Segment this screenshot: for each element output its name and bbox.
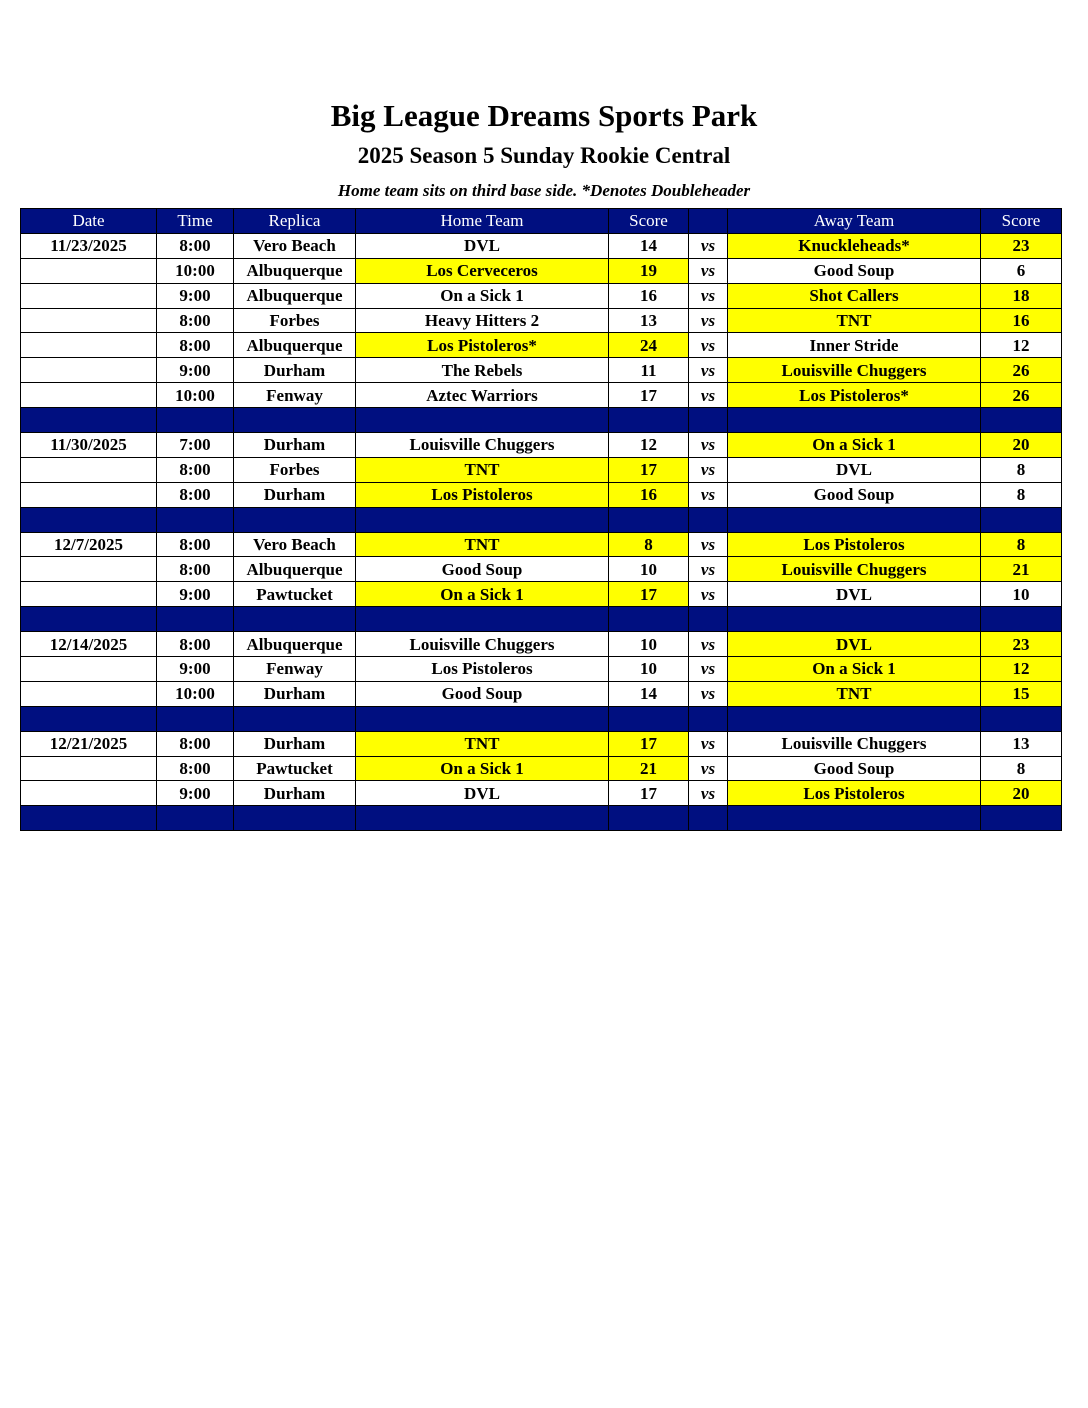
away-team-cell: Los Pistoleros* [728, 383, 981, 408]
game-row [21, 457, 1062, 482]
date-cell [21, 756, 157, 781]
column-header-away-team: Away Team [728, 209, 981, 234]
separator-cell [728, 706, 981, 731]
time-cell: 9:00 [157, 358, 234, 383]
separator-row [21, 507, 1062, 532]
separator-cell [689, 507, 728, 532]
separator-cell [21, 408, 157, 433]
time-cell: 10:00 [157, 383, 234, 408]
away-score-cell: 26 [981, 358, 1062, 383]
date-cell [21, 681, 157, 706]
vs-label: vs [689, 781, 728, 806]
replica-cell: Forbes [234, 308, 356, 333]
home-team-cell: Los Pistoleros* [356, 333, 609, 358]
home-team-cell: Heavy Hitters 2 [356, 308, 609, 333]
replica-cell: Fenway [234, 383, 356, 408]
time-cell: 8:00 [157, 557, 234, 582]
home-score-cell: 14 [609, 681, 689, 706]
time-cell: 10:00 [157, 258, 234, 283]
away-score-cell: 8 [981, 756, 1062, 781]
time-cell: 8:00 [157, 532, 234, 557]
replica-cell: Albuquerque [234, 632, 356, 657]
home-team-cell: TNT [356, 457, 609, 482]
home-team-cell: TNT [356, 731, 609, 756]
away-score-cell: 21 [981, 557, 1062, 582]
date-cell [21, 781, 157, 806]
away-team-cell: Good Soup [728, 756, 981, 781]
separator-row [21, 408, 1062, 433]
game-row [21, 283, 1062, 308]
home-team-cell: Louisville Chuggers [356, 433, 609, 458]
vs-label: vs [689, 657, 728, 682]
game-row [21, 582, 1062, 607]
away-score-cell: 8 [981, 482, 1062, 507]
time-cell: 8:00 [157, 333, 234, 358]
time-cell: 8:00 [157, 482, 234, 507]
home-team-cell: The Rebels [356, 358, 609, 383]
game-row [21, 433, 1062, 458]
date-cell [21, 333, 157, 358]
vs-label: vs [689, 433, 728, 458]
date-cell [21, 308, 157, 333]
away-score-cell: 15 [981, 681, 1062, 706]
home-team-cell: On a Sick 1 [356, 756, 609, 781]
game-row [21, 681, 1062, 706]
game-row [21, 308, 1062, 333]
date-cell: 12/14/2025 [21, 632, 157, 657]
vs-label: vs [689, 756, 728, 781]
separator-cell [356, 507, 609, 532]
separator-cell [981, 706, 1062, 731]
time-cell: 9:00 [157, 283, 234, 308]
home-score-cell: 14 [609, 233, 689, 258]
time-cell: 9:00 [157, 657, 234, 682]
game-row [21, 557, 1062, 582]
home-score-cell: 17 [609, 457, 689, 482]
away-team-cell: Los Pistoleros [728, 781, 981, 806]
home-score-cell: 16 [609, 482, 689, 507]
away-team-cell: DVL [728, 457, 981, 482]
time-cell: 10:00 [157, 681, 234, 706]
separator-cell [981, 507, 1062, 532]
separator-cell [157, 408, 234, 433]
separator-cell [728, 806, 981, 831]
date-cell [21, 582, 157, 607]
replica-cell: Albuquerque [234, 333, 356, 358]
away-score-cell: 8 [981, 457, 1062, 482]
date-cell: 12/21/2025 [21, 731, 157, 756]
away-team-cell: Good Soup [728, 258, 981, 283]
vs-label: vs [689, 482, 728, 507]
separator-cell [21, 806, 157, 831]
vs-label: vs [689, 582, 728, 607]
column-header-away-score: Score [981, 209, 1062, 234]
home-team-cell: TNT [356, 532, 609, 557]
away-score-cell: 12 [981, 333, 1062, 358]
replica-cell: Durham [234, 781, 356, 806]
separator-cell [609, 706, 689, 731]
date-cell [21, 482, 157, 507]
page-title: Big League Dreams Sports Park [330, 98, 758, 133]
separator-cell [981, 408, 1062, 433]
away-score-cell: 26 [981, 383, 1062, 408]
away-score-cell: 6 [981, 258, 1062, 283]
home-score-cell: 17 [609, 383, 689, 408]
away-score-cell: 20 [981, 433, 1062, 458]
away-team-cell: On a Sick 1 [728, 433, 981, 458]
vs-label: vs [689, 333, 728, 358]
home-team-cell: On a Sick 1 [356, 283, 609, 308]
replica-cell: Pawtucket [234, 582, 356, 607]
separator-row [21, 706, 1062, 731]
replica-cell: Fenway [234, 657, 356, 682]
replica-cell: Vero Beach [234, 532, 356, 557]
replica-cell: Pawtucket [234, 756, 356, 781]
home-score-cell: 17 [609, 781, 689, 806]
replica-cell: Albuquerque [234, 283, 356, 308]
separator-cell [356, 706, 609, 731]
away-team-cell: TNT [728, 681, 981, 706]
replica-cell: Albuquerque [234, 557, 356, 582]
time-cell: 8:00 [157, 731, 234, 756]
game-row [21, 532, 1062, 557]
separator-cell [234, 706, 356, 731]
date-cell [21, 283, 157, 308]
home-score-cell: 10 [609, 557, 689, 582]
column-header-date: Date [21, 209, 157, 234]
separator-cell [609, 507, 689, 532]
vs-label: vs [689, 457, 728, 482]
game-row [21, 383, 1062, 408]
date-cell [21, 557, 157, 582]
date-cell [21, 358, 157, 383]
page-note: Home team sits on third base side. *Denotes Doubleheader [337, 181, 751, 200]
away-team-cell: Good Soup [728, 482, 981, 507]
separator-row [21, 806, 1062, 831]
separator-cell [609, 607, 689, 632]
date-cell [21, 383, 157, 408]
away-score-cell: 12 [981, 657, 1062, 682]
replica-cell: Forbes [234, 457, 356, 482]
home-score-cell: 19 [609, 258, 689, 283]
home-team-cell: DVL [356, 233, 609, 258]
home-team-cell: Good Soup [356, 557, 609, 582]
date-cell: 12/7/2025 [21, 532, 157, 557]
vs-label: vs [689, 383, 728, 408]
date-cell [21, 457, 157, 482]
separator-cell [981, 806, 1062, 831]
replica-cell: Durham [234, 681, 356, 706]
date-cell: 11/30/2025 [21, 433, 157, 458]
header-row [21, 209, 1062, 234]
away-team-cell: Inner Stride [728, 333, 981, 358]
replica-cell: Durham [234, 358, 356, 383]
vs-label: vs [689, 258, 728, 283]
home-team-cell: Aztec Warriors [356, 383, 609, 408]
replica-cell: Albuquerque [234, 258, 356, 283]
home-score-cell: 10 [609, 657, 689, 682]
away-team-cell: Los Pistoleros [728, 532, 981, 557]
away-score-cell: 8 [981, 532, 1062, 557]
separator-cell [157, 806, 234, 831]
home-score-cell: 24 [609, 333, 689, 358]
away-team-cell: DVL [728, 632, 981, 657]
home-score-cell: 11 [609, 358, 689, 383]
separator-cell [356, 806, 609, 831]
away-score-cell: 23 [981, 632, 1062, 657]
home-score-cell: 8 [609, 532, 689, 557]
vs-label: vs [689, 308, 728, 333]
date-cell: 11/23/2025 [21, 233, 157, 258]
time-cell: 8:00 [157, 756, 234, 781]
separator-cell [689, 607, 728, 632]
separator-cell [157, 507, 234, 532]
column-header-vs [689, 209, 728, 234]
time-cell: 9:00 [157, 582, 234, 607]
schedule-body [21, 233, 1062, 830]
home-score-cell: 13 [609, 308, 689, 333]
time-cell: 8:00 [157, 457, 234, 482]
replica-cell: Durham [234, 433, 356, 458]
away-team-cell: Louisville Chuggers [728, 731, 981, 756]
game-row [21, 333, 1062, 358]
away-score-cell: 20 [981, 781, 1062, 806]
away-team-cell: DVL [728, 582, 981, 607]
separator-cell [234, 507, 356, 532]
separator-cell [356, 607, 609, 632]
separator-cell [21, 706, 157, 731]
separator-cell [234, 806, 356, 831]
away-team-cell: Shot Callers [728, 283, 981, 308]
separator-cell [356, 408, 609, 433]
vs-label: vs [689, 532, 728, 557]
date-cell [21, 258, 157, 283]
separator-cell [21, 607, 157, 632]
away-score-cell: 16 [981, 308, 1062, 333]
vs-label: vs [689, 681, 728, 706]
away-score-cell: 13 [981, 731, 1062, 756]
home-team-cell: Louisville Chuggers [356, 632, 609, 657]
home-team-cell: Good Soup [356, 681, 609, 706]
separator-cell [689, 806, 728, 831]
separator-cell [728, 507, 981, 532]
home-team-cell: DVL [356, 781, 609, 806]
vs-label: vs [689, 358, 728, 383]
separator-row [21, 607, 1062, 632]
separator-cell [234, 607, 356, 632]
time-cell: 8:00 [157, 632, 234, 657]
schedule-table [20, 208, 1062, 831]
separator-cell [21, 507, 157, 532]
away-team-cell: On a Sick 1 [728, 657, 981, 682]
date-cell [21, 657, 157, 682]
away-team-cell: TNT [728, 308, 981, 333]
column-header-time: Time [157, 209, 234, 234]
vs-label: vs [689, 632, 728, 657]
home-score-cell: 21 [609, 756, 689, 781]
home-score-cell: 12 [609, 433, 689, 458]
time-cell: 9:00 [157, 781, 234, 806]
time-cell: 8:00 [157, 233, 234, 258]
home-team-cell: On a Sick 1 [356, 582, 609, 607]
time-cell: 7:00 [157, 433, 234, 458]
replica-cell: Durham [234, 731, 356, 756]
away-team-cell: Louisville Chuggers [728, 557, 981, 582]
separator-cell [157, 607, 234, 632]
game-row [21, 233, 1062, 258]
column-header-replica: Replica [234, 209, 356, 234]
column-header-home-team: Home Team [356, 209, 609, 234]
home-score-cell: 16 [609, 283, 689, 308]
column-header-home-score: Score [609, 209, 689, 234]
home-score-cell: 17 [609, 582, 689, 607]
away-score-cell: 10 [981, 582, 1062, 607]
game-row [21, 781, 1062, 806]
game-row [21, 731, 1062, 756]
separator-cell [234, 408, 356, 433]
vs-label: vs [689, 283, 728, 308]
replica-cell: Vero Beach [234, 233, 356, 258]
home-score-cell: 17 [609, 731, 689, 756]
game-row [21, 756, 1062, 781]
separator-cell [728, 408, 981, 433]
vs-label: vs [689, 233, 728, 258]
game-row [21, 657, 1062, 682]
replica-cell: Durham [234, 482, 356, 507]
home-team-cell: Los Pistoleros [356, 482, 609, 507]
vs-label: vs [689, 557, 728, 582]
home-score-cell: 10 [609, 632, 689, 657]
separator-cell [728, 607, 981, 632]
separator-cell [609, 806, 689, 831]
away-team-cell: Louisville Chuggers [728, 358, 981, 383]
separator-cell [157, 706, 234, 731]
separator-cell [689, 706, 728, 731]
vs-label: vs [689, 731, 728, 756]
game-row [21, 482, 1062, 507]
game-row [21, 358, 1062, 383]
away-team-cell: Knuckleheads* [728, 233, 981, 258]
home-team-cell: Los Cerveceros [356, 258, 609, 283]
game-row [21, 258, 1062, 283]
time-cell: 8:00 [157, 308, 234, 333]
home-team-cell: Los Pistoleros [356, 657, 609, 682]
separator-cell [981, 607, 1062, 632]
game-row [21, 632, 1062, 657]
separator-cell [689, 408, 728, 433]
page-subtitle: 2025 Season 5 Sunday Rookie Central [357, 143, 731, 168]
separator-cell [609, 408, 689, 433]
away-score-cell: 23 [981, 233, 1062, 258]
away-score-cell: 18 [981, 283, 1062, 308]
